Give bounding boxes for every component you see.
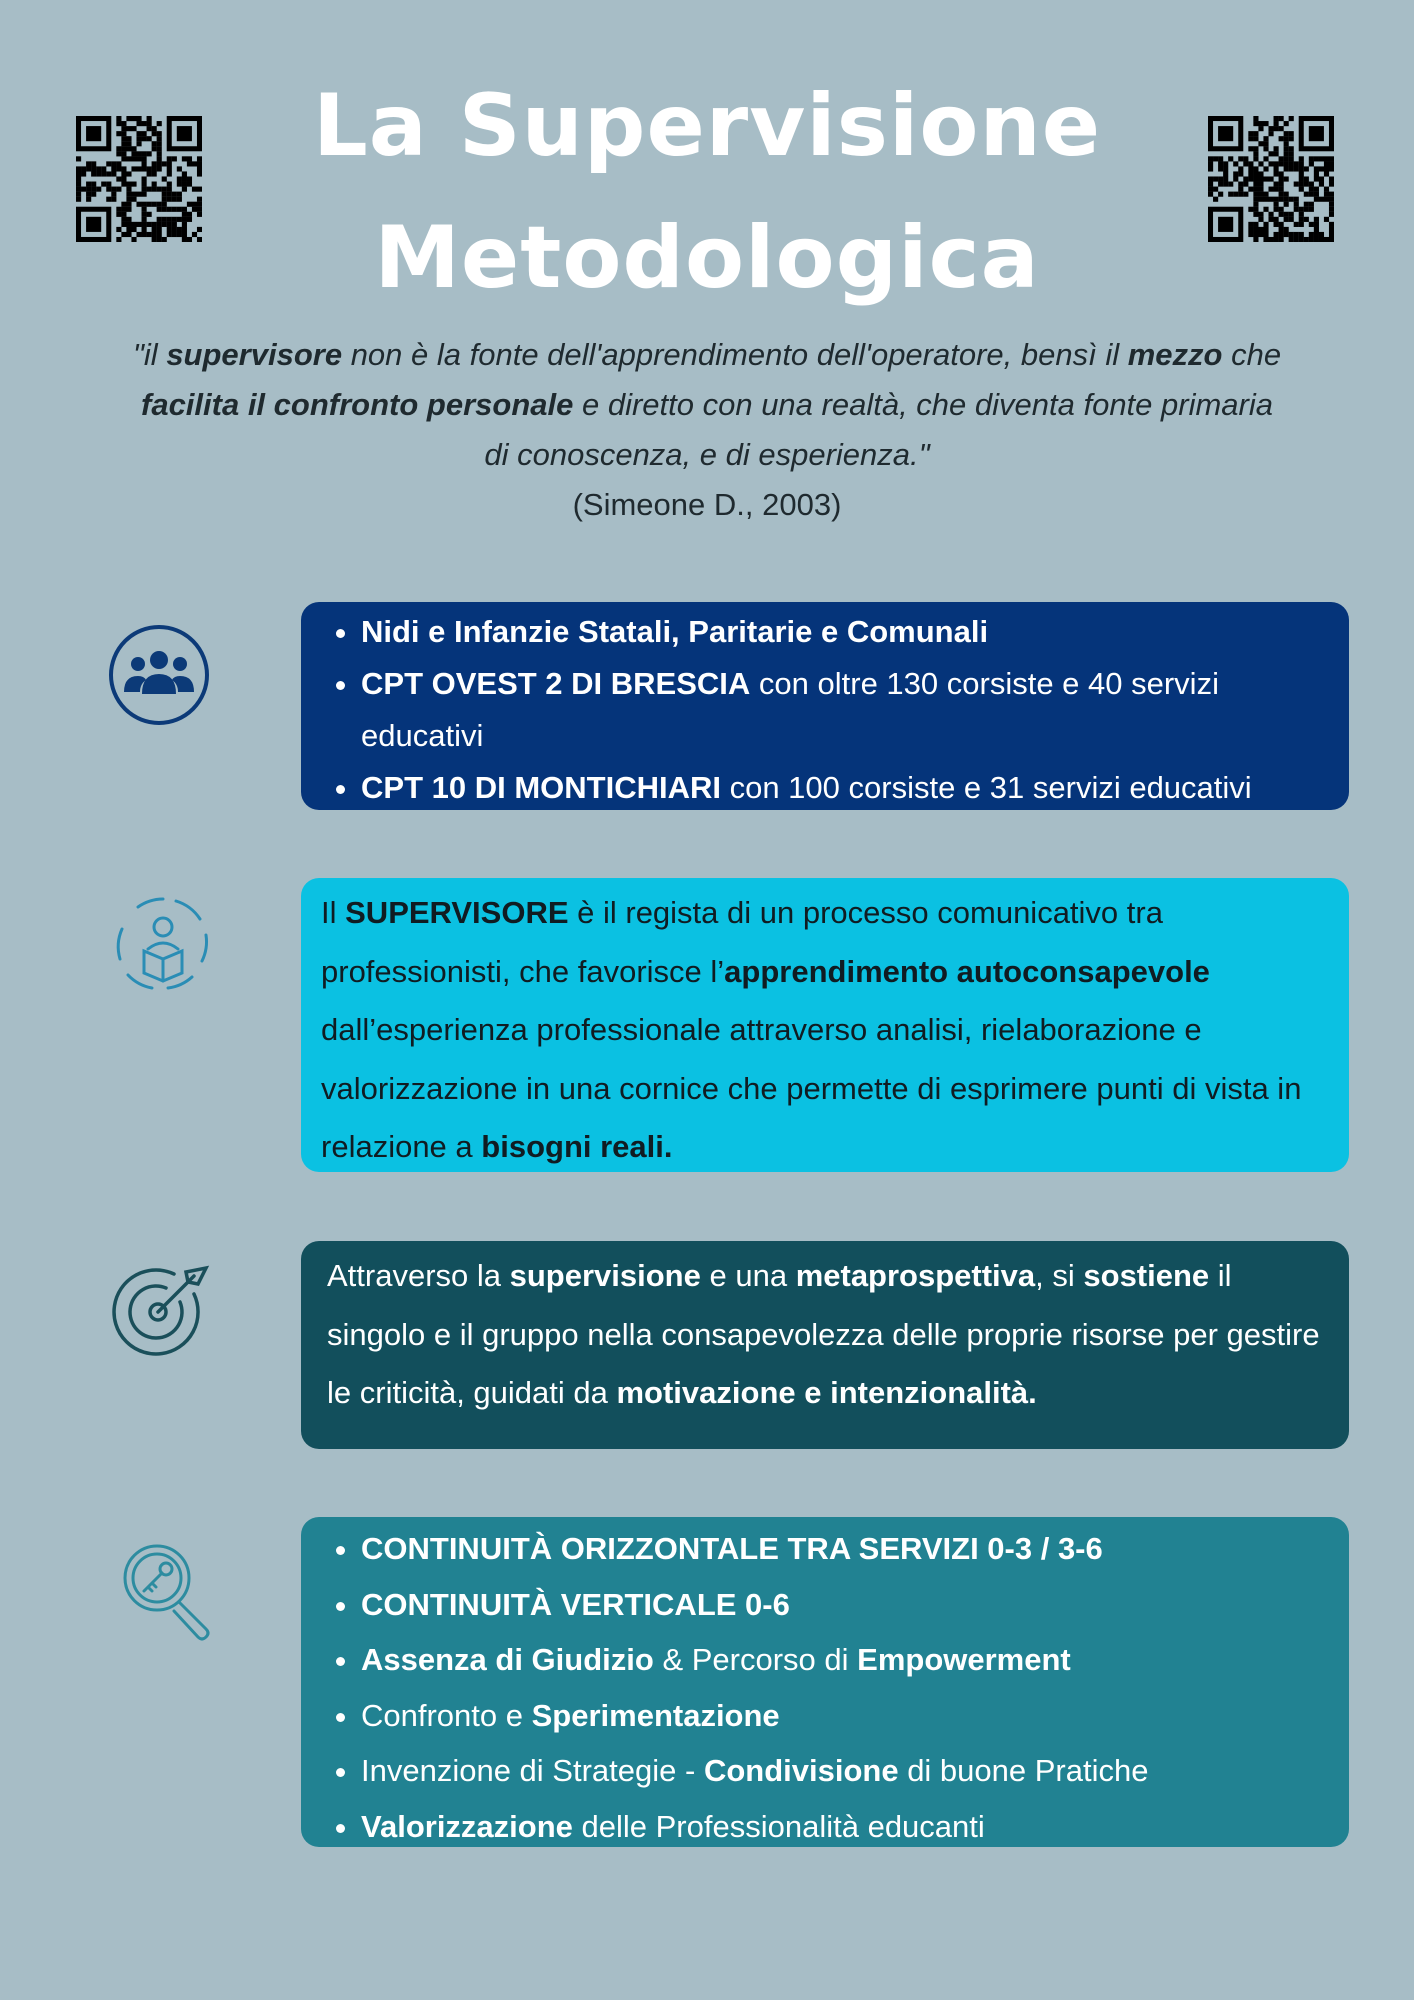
card-text: è il regista di un processo comunicativo tra professionisti, che favorisce l’: [321, 895, 1163, 989]
list-item: • Assenza di Giudizio & Percorso di Empowerment: [361, 1632, 1329, 1688]
title-line-1: La Supervisione: [312, 76, 1102, 176]
card-bold: apprendimento autoconsapevole: [724, 953, 1210, 989]
qr-code-icon: [1208, 116, 1334, 242]
quote-text: non è la fonte dell'apprendimento dell'operatore, bensì il: [342, 337, 1128, 372]
card-locations: [301, 602, 1349, 810]
page-title: [260, 60, 1154, 324]
magnifier-key-icon: [112, 1533, 222, 1643]
principles-list: [301, 1521, 1329, 1854]
card-bold: SUPERVISORE: [345, 895, 569, 930]
title-line-2: Metodologica: [374, 208, 1040, 308]
card-text: e una: [700, 1258, 796, 1293]
list-item: • Invenzione di Strategie - Condivisione di buone Pratiche: [361, 1743, 1329, 1799]
card-bold: motivazione e intenzionalità.: [616, 1375, 1037, 1410]
reader-cycle-icon: [108, 889, 218, 999]
list-item: • CPT 10 DI MONTICHIARI con 100 corsiste e 31 servizi educativi: [361, 762, 1329, 814]
card-metaperspective: [301, 1241, 1349, 1449]
list-item: • Confronto e Sperimentazione: [361, 1688, 1329, 1744]
card-bold: metaprospettiva: [795, 1258, 1036, 1293]
list-item: • CPT OVEST 2 DI BRESCIA con oltre 130 corsiste e 40 servizi educativi: [361, 658, 1329, 762]
list-item: • CONTINUITÀ ORIZZONTALE TRA SERVIZI 0-3 / 3-6: [361, 1521, 1329, 1577]
group-icon: [104, 620, 214, 730]
locations-list: [301, 606, 1329, 814]
card-bold: supervisione: [509, 1258, 701, 1293]
card-text: , si: [1035, 1258, 1084, 1293]
card-text: dall’esperienza professionale attraverso analisi, rielaborazione e valorizzazione in una cornice che permette di esprimere punti di vista in relazione a: [321, 1012, 1302, 1164]
card-bold: sostiene: [1083, 1258, 1210, 1293]
list-item: • Valorizzazione delle Professionalità educanti: [361, 1799, 1329, 1855]
quote-text: che: [1222, 337, 1282, 372]
target-arrow-icon: [108, 1254, 218, 1364]
quote-bold: supervisore: [166, 337, 343, 372]
quote-citation: (Simeone D., 2003): [572, 487, 842, 522]
quote-bold: mezzo: [1127, 337, 1223, 372]
card-text: Il: [321, 895, 346, 930]
quote: [130, 330, 1284, 530]
card-text: Attraverso la: [327, 1258, 510, 1293]
quote-bold: facilita il confronto personale: [141, 387, 574, 422]
card-principles: [301, 1517, 1349, 1847]
quote-text: e diretto con una realtà, che diventa fonte primaria di conoscenza, e di esperienza.": [484, 387, 1273, 472]
qr-code-icon: [76, 116, 202, 242]
card-bold: bisogni reali.: [481, 1129, 673, 1164]
card-supervisor-role: [301, 878, 1349, 1172]
list-item: • CONTINUITÀ VERTICALE 0-6: [361, 1577, 1329, 1633]
list-item: • Nidi e Infanzie Statali, Paritarie e Comunali: [361, 606, 1329, 658]
quote-text: "il: [132, 337, 167, 372]
card-text: il singolo e il gruppo nella consapevolezza delle proprie risorse per gestire le criticità, guidati da: [327, 1258, 1320, 1410]
